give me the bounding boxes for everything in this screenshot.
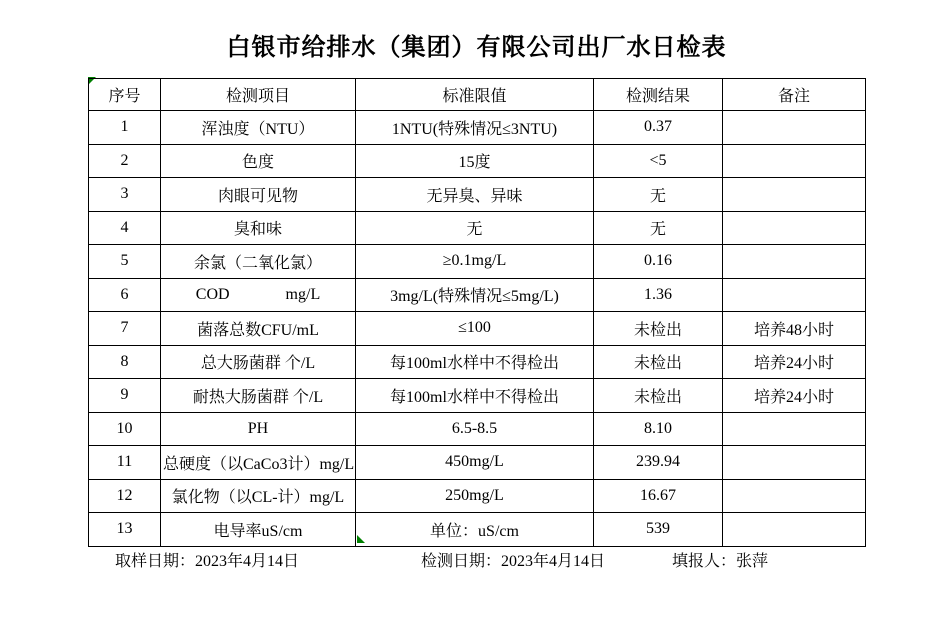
cell-standard: 6.5-8.5 bbox=[356, 412, 594, 446]
cell-item: 色度 bbox=[161, 144, 356, 178]
cell-item: PH bbox=[161, 412, 356, 446]
reporter-label: 填报人：张萍 bbox=[672, 553, 769, 570]
cell-item: COD mg/L bbox=[161, 278, 356, 312]
cell-standard: 450mg/L bbox=[356, 446, 594, 480]
column-header-index: 序号 bbox=[89, 79, 161, 111]
table-row bbox=[89, 513, 866, 547]
cell-index: 12 bbox=[89, 479, 161, 513]
column-header-item: 检测项目 bbox=[161, 79, 356, 111]
inspection-table bbox=[88, 78, 866, 547]
cell-index: 3 bbox=[89, 178, 161, 212]
cell-item: 氯化物（以CL-计）mg/L bbox=[161, 479, 356, 513]
footer bbox=[0, 548, 945, 570]
cell-index: 4 bbox=[89, 211, 161, 245]
header-row bbox=[89, 79, 866, 111]
cell-index: 8 bbox=[89, 345, 161, 379]
cell-standard: 15度 bbox=[356, 144, 594, 178]
cell-result: 0.37 bbox=[594, 111, 723, 145]
cell-result: 未检出 bbox=[594, 312, 723, 346]
cell-index: 6 bbox=[89, 278, 161, 312]
cell-index: 2 bbox=[89, 144, 161, 178]
cell-remark bbox=[723, 479, 866, 513]
cell-standard: ≥0.1mg/L bbox=[356, 245, 594, 279]
cell-remark bbox=[723, 178, 866, 212]
cell-item: 电导率uS/cm bbox=[161, 513, 356, 547]
cell-index: 13 bbox=[89, 513, 161, 547]
table-row bbox=[89, 278, 866, 312]
table-row bbox=[89, 111, 866, 145]
cell-result: 无 bbox=[594, 211, 723, 245]
table-row bbox=[89, 211, 866, 245]
cell-result: 0.16 bbox=[594, 245, 723, 279]
sample-date-label: 取样日期：2023年4月14日 bbox=[115, 553, 300, 570]
table-row bbox=[89, 312, 866, 346]
cell-standard: 每100ml水样中不得检出 bbox=[356, 379, 594, 413]
column-header-standard: 标准限值 bbox=[356, 79, 594, 111]
cell-result: 1.36 bbox=[594, 278, 723, 312]
cell-remark bbox=[723, 111, 866, 145]
cell-result: 未检出 bbox=[594, 379, 723, 413]
cell-result: <5 bbox=[594, 144, 723, 178]
cell-remark bbox=[723, 513, 866, 547]
cell-item: 臭和味 bbox=[161, 211, 356, 245]
cell-index: 5 bbox=[89, 245, 161, 279]
test-date-label: 检测日期：2023年4月14日 bbox=[421, 553, 606, 570]
cell-index: 9 bbox=[89, 379, 161, 413]
cell-remark bbox=[723, 446, 866, 480]
cell-index: 10 bbox=[89, 412, 161, 446]
cell-remark bbox=[723, 412, 866, 446]
cell-item: 肉眼可见物 bbox=[161, 178, 356, 212]
cell-result: 8.10 bbox=[594, 412, 723, 446]
report-title: 白银市给排水（集团）有限公司出厂水日检表 bbox=[226, 35, 727, 61]
table-row bbox=[89, 144, 866, 178]
column-header-remark: 备注 bbox=[723, 79, 866, 111]
table-row bbox=[89, 479, 866, 513]
table-row bbox=[89, 412, 866, 446]
cell-result: 539 bbox=[594, 513, 723, 547]
cell-item: 菌落总数CFU/mL bbox=[161, 312, 356, 346]
cell-remark bbox=[723, 144, 866, 178]
cell-remark: 培养24小时 bbox=[723, 379, 866, 413]
cell-item: 总大肠菌群 个/L bbox=[161, 345, 356, 379]
cell-index: 11 bbox=[89, 446, 161, 480]
cell-result: 未检出 bbox=[594, 345, 723, 379]
cell-result: 16.67 bbox=[594, 479, 723, 513]
cell-item: 总硬度（以CaCo3计）mg/L bbox=[161, 446, 356, 480]
cell-standard: 3mg/L(特殊情况≤5mg/L) bbox=[356, 278, 594, 312]
table-row bbox=[89, 245, 866, 279]
cell-standard: ≤100 bbox=[356, 312, 594, 346]
cell-index: 1 bbox=[89, 111, 161, 145]
cell-standard: 1NTU(特殊情况≤3NTU) bbox=[356, 111, 594, 145]
table-row bbox=[89, 345, 866, 379]
cell-result: 239.94 bbox=[594, 446, 723, 480]
cell-remark bbox=[723, 278, 866, 312]
cell-remark: 培养24小时 bbox=[723, 345, 866, 379]
cell-index: 7 bbox=[89, 312, 161, 346]
cell-remark: 培养48小时 bbox=[723, 312, 866, 346]
cell-remark bbox=[723, 211, 866, 245]
table-row bbox=[89, 446, 866, 480]
cell-standard: 250mg/L bbox=[356, 479, 594, 513]
table-row bbox=[89, 178, 866, 212]
cell-standard: 无 bbox=[356, 211, 594, 245]
cell-item: 余氯（二氧化氯） bbox=[161, 245, 356, 279]
cell-item: 耐热大肠菌群 个/L bbox=[161, 379, 356, 413]
column-header-result: 检测结果 bbox=[594, 79, 723, 111]
cell-item: 浑浊度（NTU） bbox=[161, 111, 356, 145]
table-row bbox=[89, 379, 866, 413]
cell-remark bbox=[723, 245, 866, 279]
cell-result: 无 bbox=[594, 178, 723, 212]
cell-standard: 每100ml水样中不得检出 bbox=[356, 345, 594, 379]
cell-standard: 无异臭、异味 bbox=[356, 178, 594, 212]
cell-standard: 单位：uS/cm bbox=[356, 513, 594, 547]
